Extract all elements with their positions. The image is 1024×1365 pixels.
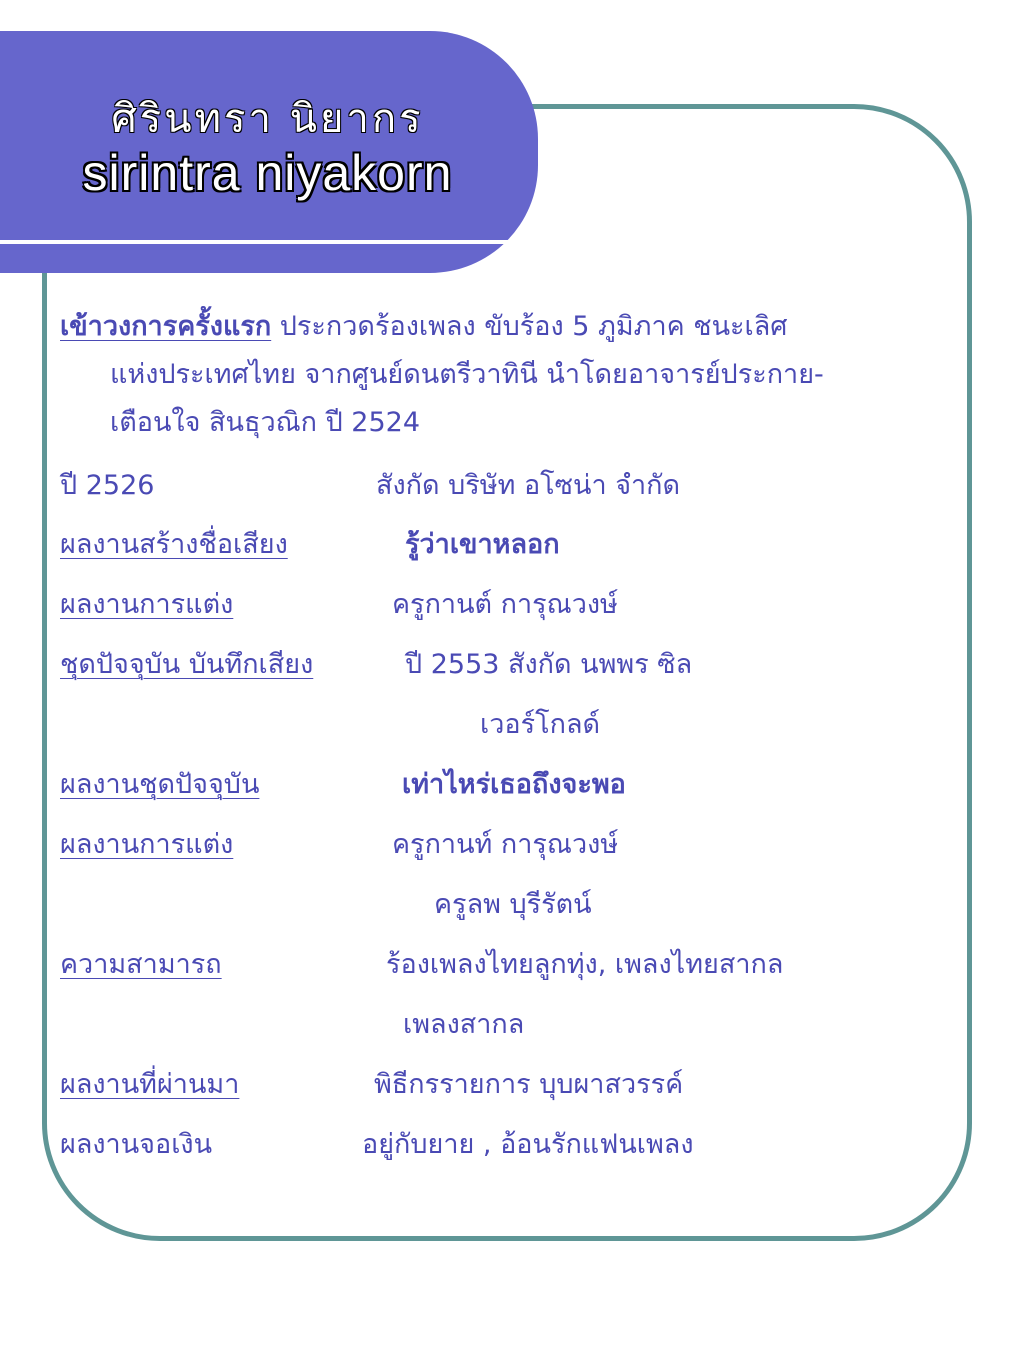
row-value-year-2526: สังกัด บริษัท อโซน่า จำกัด xyxy=(376,470,681,501)
row-label-year-2526: ปี 2526 xyxy=(60,470,155,501)
row-value-current-album: ปี 2553 สังกัด นพพร ซิล xyxy=(405,649,693,680)
intro-line-1 xyxy=(60,309,787,345)
banner-divider xyxy=(0,240,520,244)
intro-label: เข้าวงการครั้งแรก xyxy=(60,311,272,342)
row-value-current-album-cont: เวอร์โกลด์ xyxy=(480,709,601,740)
row-value-abilities: ร้องเพลงไทยลูกทุ่ง, เพลงไทยสากล xyxy=(386,949,784,980)
intro-text-1: ประกวดร้องเพลง ขับร้อง 5 ภูมิภาค ชนะเลิศ xyxy=(271,311,788,342)
row-value-film-work: อยู่กับยาย , อ้อนรักแฟนเพลง xyxy=(362,1129,694,1160)
title-english: sirintra niyakorn xyxy=(82,145,453,201)
title-thai: ศิรินทรา นิยากร xyxy=(111,96,424,142)
row-value-composer-2: ครูกานท์ การุณวงษ์ xyxy=(392,829,619,860)
row-label-composer-2: ผลงานการแต่ง xyxy=(60,829,234,860)
row-label-film-work: ผลงานจอเงิน xyxy=(60,1129,213,1160)
row-value-composer-2-cont: ครูลพ บุรีรัตน์ xyxy=(434,889,592,920)
row-label-current-album: ชุดปัจจุบัน บันทึกเสียง xyxy=(60,649,314,680)
row-value-abilities-cont: เพลงสากล xyxy=(403,1009,525,1040)
row-label-composer: ผลงานการแต่ง xyxy=(60,589,234,620)
row-value-composer: ครูกานต์ การุณวงษ์ xyxy=(392,589,618,620)
intro-line-3: เตือนใจ สินธุวณิก ปี 2524 xyxy=(110,407,421,438)
row-value-past-work: พิธีกรรายการ บุบผาสวรรค์ xyxy=(374,1069,684,1100)
intro-line-2: แห่งประเทศไทย จากศูนย์ดนตรีวาทินี นำโดยอาจารย์ประกาย- xyxy=(110,359,824,390)
row-label-abilities: ความสามารถ xyxy=(60,949,222,980)
row-label-current-work: ผลงานชุดปัจจุบัน xyxy=(60,769,260,800)
row-value-famous-work: รู้ว่าเขาหลอก xyxy=(405,529,560,560)
row-value-current-work: เท่าไหร่เธอถึงจะพอ xyxy=(402,769,626,800)
row-label-famous-work: ผลงานสร้างชื่อเสียง xyxy=(60,529,288,560)
row-label-past-work: ผลงานที่ผ่านมา xyxy=(60,1069,240,1100)
